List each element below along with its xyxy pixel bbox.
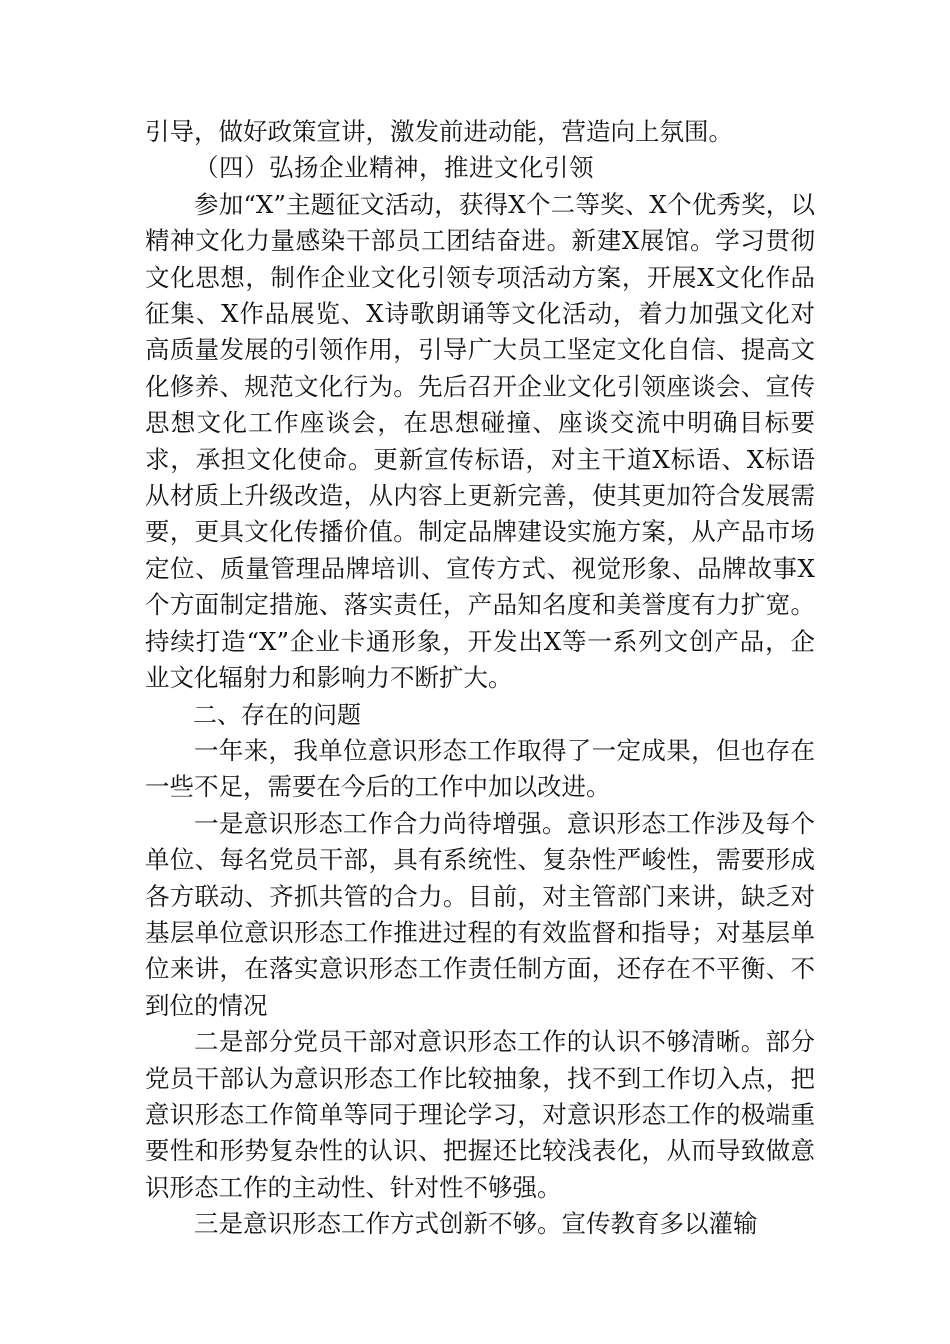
section-subheading: （四）弘扬企业精神，推进文化引领 xyxy=(194,153,594,183)
continuation-paragraph: 引导，做好政策宣讲，激发前进动能，营造向上氛围。 xyxy=(145,117,733,146)
body-paragraph: 一是意识形态工作合力尚待增强。意识形态工作涉及每个单位、每名党员干部，具有系统性、复杂性严峻性，需要形成各方联动、齐抓共管的合力。目前，对主管部门来讲，缺乏对基层单位意识形态工作推进过程的有效监督和指导；对基层单位来讲，在落实意识形态工作责任制方面，还存在不平衡、不到位的情况 xyxy=(145,808,815,1020)
section-heading: 二、存在的问题 xyxy=(193,700,361,729)
body-paragraph: 三是意识形态工作方式创新不够。宣传教育多以灌输 xyxy=(194,1209,758,1239)
body-paragraph: 二是部分党员干部对意识形态工作的认识不够清晰。部分党员干部认为意识形态工作比较抽象，找不到工作切入点，把意识形态工作简单等同于理论学习，对意识形态工作的极端重要性和形势复杂性的认识、把握还比较浅表化，从而导致做意识形态工作的主动性、针对性不够强。 xyxy=(145,1027,815,1202)
body-paragraph: 一年来，我单位意识形态工作取得了一定成果，但也存在一些不足，需要在今后的工作中加以改进。 xyxy=(145,735,815,802)
body-paragraph: 参加“X”主题征文活动，获得X个二等奖、X个优秀奖，以精神文化力量感染干部员工团结奋进。新建X展馆。学习贯彻文化思想，制作企业文化引领专项活动方案，开展X文化作品征集、X作品展览、X诗歌朗诵等文化活动，着力加强文化对高质量发展的引领作用，引导广大员工坚定文化自信、提高文化修养、规范文化行为。先后召开企业文化引领座谈会、宣传思想文化工作座谈会，在思想碰撞、座谈交流中明确目标要求，承担文化使命。更新宣传标语，对主干道X标语、X标语从材质上升级改造，从内容上更新完善，使其更加符合发展需要，更具文化传播价值。制定品牌建设实施方案，从产品市场定位、质量管理品牌培训、宣传方式、视觉形象、品牌故事X个方面制定措施、落实责任，产品知名度和美誉度有力扩宽。持续打造“X”企业卡通形象，开发出X等一系列文创产品，企业文化辐射力和影响力不断扩大。 xyxy=(145,189,815,693)
document-page xyxy=(145,114,815,1243)
